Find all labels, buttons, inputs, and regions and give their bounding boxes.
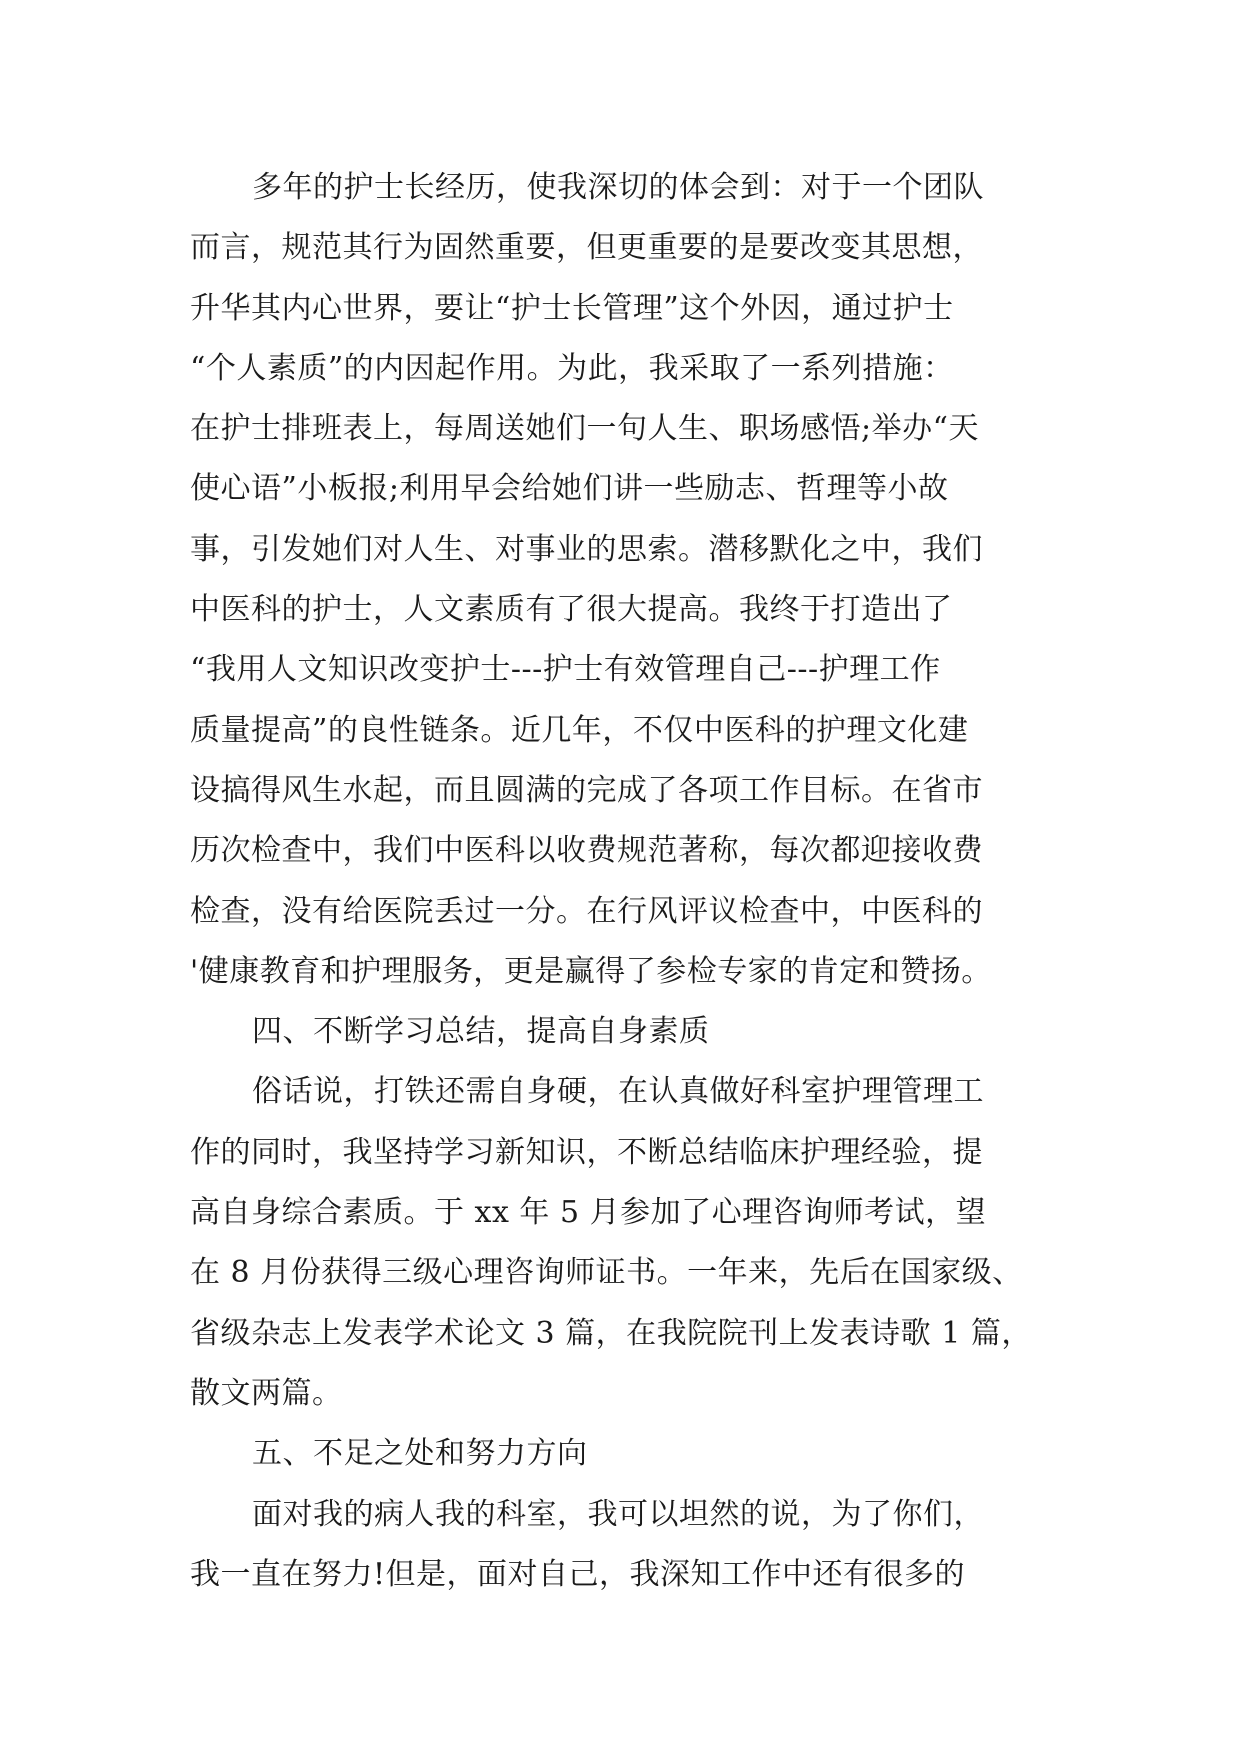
document-body bbox=[190, 158, 1060, 1605]
text-line: 面对我的病人我的科室，我可以坦然的说，为了你们， bbox=[252, 1496, 984, 1532]
text-line: 作的同时，我坚持学习新知识，不断总结临床护理经验，提 bbox=[190, 1134, 983, 1170]
text-line: 多年的护士长经历，使我深切的体会到：对于一个团队 bbox=[252, 170, 984, 205]
text-line: 历次检查中，我们中医科以收费规范著称，每次都迎接收费 bbox=[190, 833, 983, 869]
text-line: 在 8 月份获得三级心理咨询师证书。一年来，先后在国家级、 bbox=[190, 1255, 1023, 1291]
section-heading: 五、不足之处和努力方向 bbox=[252, 1436, 588, 1472]
text-line: 在护士排班表上，每周送她们一句人生、职场感悟;举办“天 bbox=[190, 411, 979, 447]
text-line: 质量提高”的良性链条。近几年，不仅中医科的护理文化建 bbox=[190, 712, 969, 748]
text-line: 中医科的护士，人文素质有了很大提高。我终于打造出了 bbox=[190, 592, 953, 628]
text-line: 设搞得风生水起，而且圆满的完成了各项工作目标。在省市 bbox=[190, 772, 983, 808]
text-line: “个人素质”的内因起作用。为此，我采取了一系列措施： bbox=[190, 350, 954, 386]
text-line: 省级杂志上发表学术论文 3 篇，在我院院刊上发表诗歌 1 篇， bbox=[190, 1315, 1032, 1351]
text-line: 散文两篇。 bbox=[190, 1375, 343, 1411]
text-line: 检查，没有给医院丢过一分。在行风评议检查中，中医科的 bbox=[190, 893, 983, 929]
text-line: “我用人文知识改变护士---护士有效管理自己---护理工作 bbox=[190, 652, 941, 688]
text-line: 事，引发她们对人生、对事业的思索。潜移默化之中，我们 bbox=[190, 531, 983, 567]
text-line: 使心语”小板报;利用早会给她们讲一些励志、哲理等小故 bbox=[190, 471, 949, 507]
text-line: 我一直在努力!但是，面对自己，我深知工作中还有很多的 bbox=[190, 1556, 966, 1592]
text-line: 俗话说，打铁还需自身硬，在认真做好科室护理管理工 bbox=[252, 1074, 984, 1110]
text-line: 而言，规范其行为固然重要，但更重要的是要改变其思想， bbox=[190, 230, 983, 266]
text-line: 升华其内心世界，要让“护士长管理”这个外因，通过护士 bbox=[190, 290, 954, 326]
text-line: 高自身综合素质。于 xx 年 5 月参加了心理咨询师考试，望 bbox=[190, 1195, 987, 1231]
section-heading: 四、不断学习总结，提高自身素质 bbox=[252, 1014, 710, 1050]
text-line: '健康教育和护理服务，更是赢得了参检专家的肯定和赞扬。 bbox=[190, 953, 992, 989]
